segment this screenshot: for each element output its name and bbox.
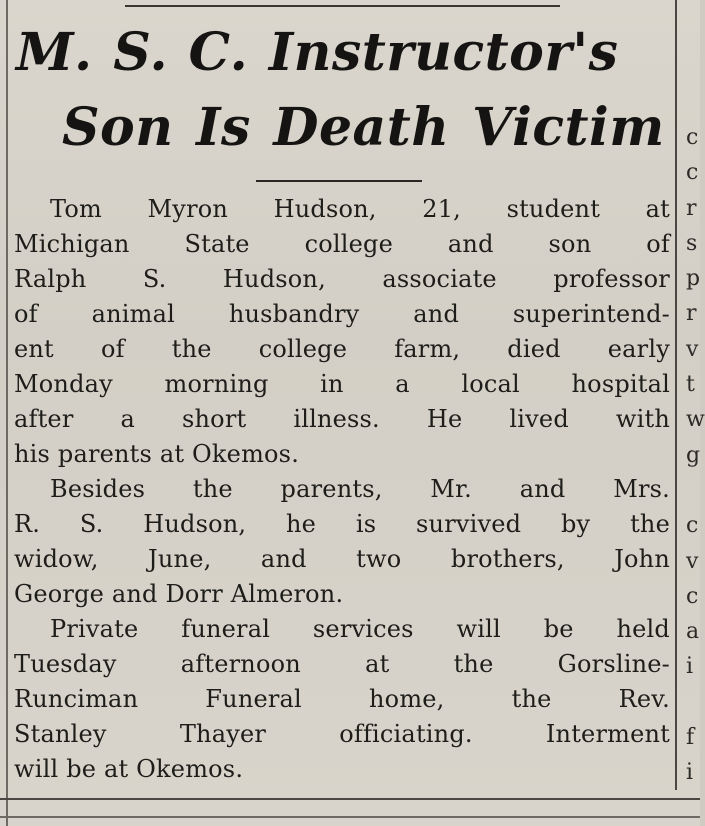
text-line: ent of the college farm, died early <box>14 335 670 363</box>
fragment: t <box>686 372 695 398</box>
paragraph-3 <box>14 612 670 787</box>
text-line: Private funeral services will be held <box>50 615 670 643</box>
fragment: c <box>686 583 699 609</box>
article-body <box>14 192 670 787</box>
adjacent-column-fragments <box>686 120 705 791</box>
bottom-rule-lower <box>0 816 700 818</box>
fragment: g <box>686 442 701 468</box>
fragment: f <box>686 725 695 751</box>
text-line: Tom Myron Hudson, 21, student at <box>50 195 670 223</box>
fragment: v <box>686 336 699 362</box>
left-border <box>6 0 8 826</box>
text-line: Besides the parents, Mr. and Mrs. <box>50 475 670 503</box>
text-line: Michigan State college and son of <box>14 230 670 258</box>
text-line: of animal husbandry and superintend- <box>14 300 670 328</box>
fragment <box>686 685 700 720</box>
text-line: after a short illness. He lived with <box>14 405 670 433</box>
fragment: i <box>686 654 694 680</box>
fragment: a <box>686 619 700 645</box>
column-rule <box>675 0 677 790</box>
text-line: George and Dorr Almeron. <box>14 580 344 608</box>
bottom-rule <box>0 798 700 800</box>
fragment: s <box>686 230 698 256</box>
text-line: Ralph S. Hudson, associate professor <box>14 265 670 293</box>
fragment: v <box>686 548 699 574</box>
fragment: i <box>686 760 694 786</box>
fragment: c <box>686 125 699 150</box>
text-line: widow, June, and two brothers, John <box>14 545 670 573</box>
text-line: Runciman Funeral home, the Rev. <box>14 685 670 713</box>
top-rule <box>125 5 560 7</box>
headline-line-2: Son Is Death Victim <box>62 97 665 158</box>
fragment: c <box>686 513 699 539</box>
text-line: Stanley Thayer officiating. Interment <box>14 720 670 748</box>
headline-line-1: M. S. C. Instructor's <box>16 22 619 83</box>
headline-divider <box>256 180 422 182</box>
fragment: c <box>686 160 699 186</box>
fragment: w <box>686 407 705 433</box>
fragment <box>686 473 700 508</box>
text-line: will be at Okemos. <box>14 755 244 783</box>
text-line: his parents at Okemos. <box>14 440 300 468</box>
fragment: r <box>686 195 697 221</box>
fragment: r <box>686 301 697 327</box>
text-line: R. S. Hudson, he is survived by the <box>14 510 670 538</box>
fragment: p <box>686 266 701 292</box>
text-line: Tuesday afternoon at the Gorsline- <box>14 650 670 678</box>
paragraph-1 <box>14 192 670 472</box>
text-line: Monday morning in a local hospital <box>14 370 670 398</box>
paragraph-2 <box>14 472 670 612</box>
